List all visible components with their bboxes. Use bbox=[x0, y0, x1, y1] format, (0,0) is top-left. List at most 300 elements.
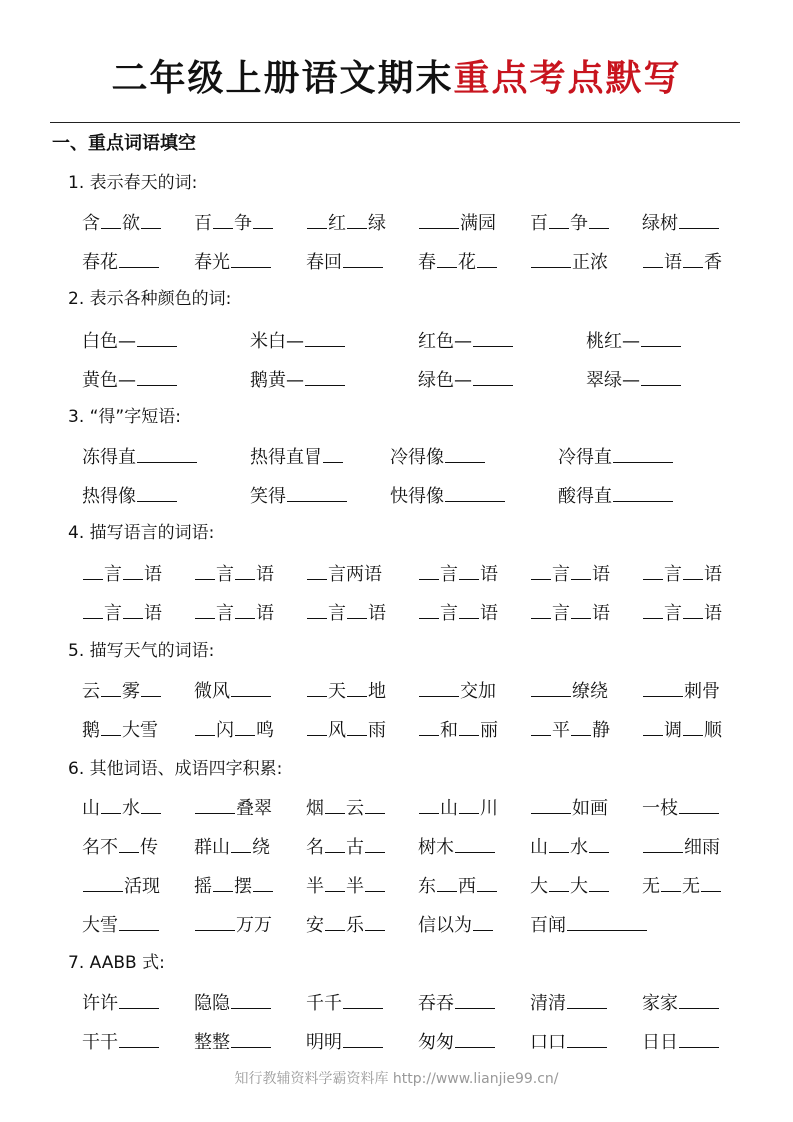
fill-blank[interactable] bbox=[231, 832, 251, 853]
exercise-item bbox=[418, 598, 498, 629]
fill-blank[interactable] bbox=[137, 481, 177, 502]
fill-blank[interactable] bbox=[473, 910, 493, 931]
word-part: 乐 bbox=[346, 915, 364, 936]
word-part: 传 bbox=[140, 837, 158, 858]
word-part: 一枝 bbox=[642, 798, 678, 819]
exercise-item bbox=[642, 676, 720, 707]
fill-blank[interactable] bbox=[683, 247, 703, 268]
fill-blank[interactable] bbox=[643, 247, 663, 268]
question-label: 5. 描写天气的词语: bbox=[68, 641, 215, 661]
exercise-item bbox=[82, 1027, 160, 1058]
exercise-item bbox=[418, 1027, 496, 1058]
exercise-item bbox=[194, 715, 274, 746]
fill-blank[interactable] bbox=[325, 871, 345, 892]
word-part: 绿树 bbox=[642, 213, 678, 234]
exercise-item bbox=[642, 832, 720, 863]
exercise-item bbox=[530, 559, 610, 590]
exercise-row bbox=[0, 247, 793, 277]
exercise-item bbox=[418, 676, 496, 707]
word-part: 言 bbox=[552, 564, 570, 585]
fill-blank[interactable] bbox=[347, 208, 367, 229]
word-part: 平 bbox=[552, 720, 570, 741]
question-label: 2. 表示各种颜色的词: bbox=[68, 289, 232, 309]
question-label: 1. 表示春天的词: bbox=[68, 173, 198, 193]
fill-blank[interactable] bbox=[683, 559, 703, 580]
word-part: 云 bbox=[82, 681, 100, 702]
word-part: 满园 bbox=[460, 213, 496, 234]
exercise-item bbox=[418, 365, 514, 396]
word-part: 言 bbox=[216, 564, 234, 585]
exercise-item bbox=[194, 793, 272, 824]
exercise-item bbox=[250, 481, 348, 512]
fill-blank[interactable] bbox=[119, 832, 139, 853]
exercise-item bbox=[194, 910, 272, 941]
word-part: 缭绕 bbox=[572, 681, 608, 702]
exercise-item bbox=[82, 559, 162, 590]
fill-blank[interactable] bbox=[679, 208, 719, 229]
exercise-item bbox=[82, 793, 162, 824]
fill-blank[interactable] bbox=[567, 1027, 607, 1048]
fill-blank[interactable] bbox=[455, 988, 495, 1009]
word-part: 静 bbox=[592, 720, 610, 741]
word-part: 言 bbox=[440, 603, 458, 624]
exercise-item bbox=[82, 910, 160, 941]
fill-blank[interactable] bbox=[549, 871, 569, 892]
fill-blank[interactable] bbox=[235, 715, 255, 736]
exercise-item bbox=[194, 832, 270, 863]
word-part: 烟 bbox=[306, 798, 324, 819]
word-part: 言 bbox=[552, 603, 570, 624]
fill-blank[interactable] bbox=[141, 676, 161, 697]
word-part: 春光 bbox=[194, 252, 230, 273]
word-part: 水 bbox=[122, 798, 140, 819]
fill-blank[interactable] bbox=[101, 793, 121, 814]
fill-blank[interactable] bbox=[343, 1027, 383, 1048]
exercise-item bbox=[642, 793, 720, 824]
fill-blank[interactable] bbox=[419, 715, 439, 736]
fill-blank[interactable] bbox=[531, 247, 571, 268]
fill-blank[interactable] bbox=[83, 871, 123, 892]
fill-blank[interactable] bbox=[445, 481, 505, 502]
word-part: 语 bbox=[480, 603, 498, 624]
exercise-item bbox=[250, 442, 344, 473]
exercise-row bbox=[0, 871, 793, 901]
word-part: 桃红— bbox=[586, 331, 640, 352]
fill-blank[interactable] bbox=[141, 208, 161, 229]
exercise-item bbox=[306, 910, 386, 941]
fill-blank[interactable] bbox=[613, 481, 673, 502]
fill-blank[interactable] bbox=[437, 247, 457, 268]
exercise-item bbox=[530, 676, 608, 707]
fill-blank[interactable] bbox=[701, 871, 721, 892]
section-title: 一、重点词语填空 bbox=[52, 133, 196, 154]
fill-blank[interactable] bbox=[477, 871, 497, 892]
word-part: 冷得像 bbox=[390, 447, 444, 468]
word-part: 语 bbox=[368, 603, 386, 624]
word-part: 香 bbox=[704, 252, 722, 273]
fill-blank[interactable] bbox=[119, 988, 159, 1009]
word-part: 古 bbox=[346, 837, 364, 858]
fill-blank[interactable] bbox=[101, 208, 121, 229]
fill-blank[interactable] bbox=[643, 832, 683, 853]
fill-blank[interactable] bbox=[235, 559, 255, 580]
exercise-item bbox=[530, 832, 610, 863]
exercise-item bbox=[418, 832, 496, 863]
word-part: 川 bbox=[480, 798, 498, 819]
exercise-row bbox=[0, 559, 793, 589]
fill-blank[interactable] bbox=[643, 598, 663, 619]
fill-blank[interactable] bbox=[83, 598, 103, 619]
word-part: 东 bbox=[418, 876, 436, 897]
fill-blank[interactable] bbox=[679, 988, 719, 1009]
word-part: 百闻 bbox=[530, 915, 566, 936]
fill-blank[interactable] bbox=[347, 676, 367, 697]
word-part: 半 bbox=[306, 876, 324, 897]
exercise-item bbox=[306, 598, 386, 629]
exercise-item bbox=[530, 871, 610, 902]
fill-blank[interactable] bbox=[307, 598, 327, 619]
fill-blank[interactable] bbox=[571, 715, 591, 736]
fill-blank[interactable] bbox=[195, 910, 235, 931]
word-part: 欲 bbox=[122, 213, 140, 234]
word-part: 言 bbox=[328, 603, 346, 624]
word-part: 清清 bbox=[530, 993, 566, 1014]
fill-blank[interactable] bbox=[137, 442, 197, 463]
exercise-row bbox=[0, 832, 793, 862]
exercise-item bbox=[530, 247, 608, 278]
word-part: 雨 bbox=[368, 720, 386, 741]
fill-blank[interactable] bbox=[641, 326, 681, 347]
fill-blank[interactable] bbox=[253, 208, 273, 229]
fill-blank[interactable] bbox=[137, 365, 177, 386]
fill-blank[interactable] bbox=[119, 247, 159, 268]
exercise-item bbox=[82, 988, 160, 1019]
word-part: 绿色— bbox=[418, 370, 472, 391]
exercise-item bbox=[642, 598, 722, 629]
exercise-item bbox=[558, 442, 674, 473]
word-part: 言两语 bbox=[328, 564, 382, 585]
word-part: 匆匆 bbox=[418, 1032, 454, 1053]
word-part: 语 bbox=[664, 252, 682, 273]
exercise-item bbox=[82, 326, 178, 357]
exercise-item bbox=[306, 715, 386, 746]
exercise-item bbox=[586, 326, 682, 357]
exercise-row bbox=[0, 793, 793, 823]
fill-blank[interactable] bbox=[589, 208, 609, 229]
fill-blank[interactable] bbox=[365, 910, 385, 931]
word-part: 言 bbox=[440, 564, 458, 585]
fill-blank[interactable] bbox=[195, 598, 215, 619]
word-part: 刺骨 bbox=[684, 681, 720, 702]
exercise-item bbox=[82, 676, 162, 707]
word-part: 家家 bbox=[642, 993, 678, 1014]
fill-blank[interactable] bbox=[643, 559, 663, 580]
fill-blank[interactable] bbox=[307, 715, 327, 736]
word-part: 万万 bbox=[236, 915, 272, 936]
fill-blank[interactable] bbox=[643, 715, 663, 736]
fill-blank[interactable] bbox=[419, 208, 459, 229]
question-label: 3. “得”字短语: bbox=[68, 407, 181, 427]
fill-blank[interactable] bbox=[119, 1027, 159, 1048]
word-part: 群山 bbox=[194, 837, 230, 858]
fill-blank[interactable] bbox=[531, 715, 551, 736]
fill-blank[interactable] bbox=[343, 247, 383, 268]
exercise-item bbox=[642, 871, 722, 902]
fill-blank[interactable] bbox=[679, 793, 719, 814]
exercise-item bbox=[642, 559, 722, 590]
exercise-item bbox=[530, 715, 610, 746]
fill-blank[interactable] bbox=[455, 1027, 495, 1048]
word-part: 名 bbox=[306, 837, 324, 858]
fill-blank[interactable] bbox=[455, 832, 495, 853]
word-part: 丽 bbox=[480, 720, 498, 741]
word-part: 明明 bbox=[306, 1032, 342, 1053]
fill-blank[interactable] bbox=[235, 598, 255, 619]
fill-blank[interactable] bbox=[419, 793, 439, 814]
word-part: 白色— bbox=[82, 331, 136, 352]
exercise-item bbox=[82, 832, 158, 863]
exercise-item bbox=[306, 832, 386, 863]
word-part: 语 bbox=[704, 603, 722, 624]
fill-blank[interactable] bbox=[567, 988, 607, 1009]
fill-blank[interactable] bbox=[477, 247, 497, 268]
word-part: 无 bbox=[642, 876, 660, 897]
fill-blank[interactable] bbox=[195, 793, 235, 814]
word-part: 春回 bbox=[306, 252, 342, 273]
exercise-item bbox=[418, 871, 498, 902]
fill-blank[interactable] bbox=[365, 832, 385, 853]
exercise-item bbox=[82, 871, 160, 902]
exercise-item bbox=[194, 1027, 272, 1058]
word-part: 言 bbox=[216, 603, 234, 624]
word-part: 西 bbox=[458, 876, 476, 897]
word-part: 春 bbox=[418, 252, 436, 273]
word-part: 名不 bbox=[82, 837, 118, 858]
fill-blank[interactable] bbox=[683, 715, 703, 736]
word-part: 许许 bbox=[82, 993, 118, 1014]
exercise-item bbox=[418, 326, 514, 357]
word-part: 和 bbox=[440, 720, 458, 741]
fill-blank[interactable] bbox=[459, 559, 479, 580]
word-part: 正浓 bbox=[572, 252, 608, 273]
fill-blank[interactable] bbox=[419, 676, 459, 697]
word-part: 整整 bbox=[194, 1032, 230, 1053]
word-part: 千千 bbox=[306, 993, 342, 1014]
fill-blank[interactable] bbox=[231, 1027, 271, 1048]
fill-blank[interactable] bbox=[83, 559, 103, 580]
word-part: 翠绿— bbox=[586, 370, 640, 391]
exercise-item bbox=[82, 715, 158, 746]
question-label: 7. AABB 式: bbox=[68, 953, 165, 973]
exercise-item bbox=[418, 559, 498, 590]
fill-blank[interactable] bbox=[459, 715, 479, 736]
word-part: 细雨 bbox=[684, 837, 720, 858]
word-part: 红色— bbox=[418, 331, 472, 352]
fill-blank[interactable] bbox=[195, 559, 215, 580]
word-part: 吞吞 bbox=[418, 993, 454, 1014]
fill-blank[interactable] bbox=[287, 481, 347, 502]
word-part: 叠翠 bbox=[236, 798, 272, 819]
exercise-item bbox=[82, 247, 160, 278]
exercise-item bbox=[530, 598, 610, 629]
word-part: 含 bbox=[82, 213, 100, 234]
word-part: 笑得 bbox=[250, 486, 286, 507]
exercise-item bbox=[194, 247, 272, 278]
exercise-item bbox=[250, 365, 346, 396]
exercise-item bbox=[530, 1027, 608, 1058]
fill-blank[interactable] bbox=[683, 598, 703, 619]
fill-blank[interactable] bbox=[445, 442, 485, 463]
fill-blank[interactable] bbox=[365, 793, 385, 814]
word-part: 红 bbox=[328, 213, 346, 234]
fill-blank[interactable] bbox=[137, 326, 177, 347]
title-divider bbox=[50, 122, 740, 123]
fill-blank[interactable] bbox=[571, 598, 591, 619]
fill-blank[interactable] bbox=[119, 910, 159, 931]
exercise-item bbox=[418, 208, 496, 239]
fill-blank[interactable] bbox=[679, 1027, 719, 1048]
fill-blank[interactable] bbox=[567, 910, 647, 931]
fill-blank[interactable] bbox=[141, 793, 161, 814]
fill-blank[interactable] bbox=[549, 208, 569, 229]
fill-blank[interactable] bbox=[531, 559, 551, 580]
word-part: 摆 bbox=[234, 876, 252, 897]
fill-blank[interactable] bbox=[213, 208, 233, 229]
fill-blank[interactable] bbox=[437, 871, 457, 892]
exercise-item bbox=[642, 988, 720, 1019]
fill-blank[interactable] bbox=[323, 442, 343, 463]
fill-blank[interactable] bbox=[419, 559, 439, 580]
exercise-item bbox=[642, 715, 722, 746]
word-part: 调 bbox=[664, 720, 682, 741]
word-part: 干干 bbox=[82, 1032, 118, 1053]
fill-blank[interactable] bbox=[661, 871, 681, 892]
fill-blank[interactable] bbox=[305, 365, 345, 386]
word-part: 争 bbox=[570, 213, 588, 234]
word-part: 言 bbox=[104, 564, 122, 585]
fill-blank[interactable] bbox=[347, 715, 367, 736]
exercise-item bbox=[530, 910, 648, 941]
word-part: 语 bbox=[256, 564, 274, 585]
word-part: 语 bbox=[144, 603, 162, 624]
fill-blank[interactable] bbox=[347, 598, 367, 619]
word-part: 鸣 bbox=[256, 720, 274, 741]
fill-blank[interactable] bbox=[531, 676, 571, 697]
fill-blank[interactable] bbox=[231, 676, 271, 697]
fill-blank[interactable] bbox=[365, 871, 385, 892]
exercise-item bbox=[558, 481, 674, 512]
word-part: 言 bbox=[664, 564, 682, 585]
fill-blank[interactable] bbox=[325, 793, 345, 814]
fill-blank[interactable] bbox=[325, 832, 345, 853]
word-part: 隐隐 bbox=[194, 993, 230, 1014]
fill-blank[interactable] bbox=[253, 871, 273, 892]
word-part: 冻得直 bbox=[82, 447, 136, 468]
word-part: 热得直冒 bbox=[250, 447, 322, 468]
word-part: 山 bbox=[440, 798, 458, 819]
fill-blank[interactable] bbox=[101, 715, 121, 736]
word-part: 活现 bbox=[124, 876, 160, 897]
fill-blank[interactable] bbox=[531, 598, 551, 619]
word-part: 大雪 bbox=[82, 915, 118, 936]
word-part: 安 bbox=[306, 915, 324, 936]
fill-blank[interactable] bbox=[571, 559, 591, 580]
fill-blank[interactable] bbox=[231, 988, 271, 1009]
word-part: 交加 bbox=[460, 681, 496, 702]
fill-blank[interactable] bbox=[307, 559, 327, 580]
fill-blank[interactable] bbox=[531, 793, 571, 814]
exercise-row bbox=[0, 208, 793, 238]
fill-blank[interactable] bbox=[589, 832, 609, 853]
exercise-item bbox=[642, 208, 720, 239]
fill-blank[interactable] bbox=[459, 598, 479, 619]
word-part: 顺 bbox=[704, 720, 722, 741]
word-part: 冷得直 bbox=[558, 447, 612, 468]
fill-blank[interactable] bbox=[305, 326, 345, 347]
fill-blank[interactable] bbox=[343, 988, 383, 1009]
word-part: 鹅 bbox=[82, 720, 100, 741]
fill-blank[interactable] bbox=[613, 442, 673, 463]
exercise-item bbox=[306, 793, 386, 824]
word-part: 地 bbox=[368, 681, 386, 702]
fill-blank[interactable] bbox=[459, 793, 479, 814]
fill-blank[interactable] bbox=[195, 715, 215, 736]
fill-blank[interactable] bbox=[123, 598, 143, 619]
word-part: 花 bbox=[458, 252, 476, 273]
word-part: 无 bbox=[682, 876, 700, 897]
exercise-item bbox=[306, 988, 384, 1019]
exercise-row bbox=[0, 598, 793, 628]
exercise-item bbox=[390, 481, 506, 512]
word-part: 语 bbox=[592, 603, 610, 624]
fill-blank[interactable] bbox=[101, 676, 121, 697]
word-part: 树木 bbox=[418, 837, 454, 858]
fill-blank[interactable] bbox=[231, 247, 271, 268]
exercise-item bbox=[390, 442, 486, 473]
fill-blank[interactable] bbox=[325, 910, 345, 931]
fill-blank[interactable] bbox=[473, 365, 513, 386]
fill-blank[interactable] bbox=[213, 871, 233, 892]
word-part: 语 bbox=[144, 564, 162, 585]
fill-blank[interactable] bbox=[549, 832, 569, 853]
word-part: 绿 bbox=[368, 213, 386, 234]
fill-blank[interactable] bbox=[307, 676, 327, 697]
word-part: 大 bbox=[530, 876, 548, 897]
fill-blank[interactable] bbox=[473, 326, 513, 347]
word-part: 语 bbox=[256, 603, 274, 624]
question-label: 4. 描写语言的词语: bbox=[68, 523, 215, 543]
exercise-row bbox=[0, 676, 793, 706]
exercise-item bbox=[642, 247, 722, 278]
word-part: 山 bbox=[82, 798, 100, 819]
word-part: 如画 bbox=[572, 798, 608, 819]
fill-blank[interactable] bbox=[643, 676, 683, 697]
exercise-item bbox=[194, 988, 272, 1019]
exercise-item bbox=[418, 793, 498, 824]
fill-blank[interactable] bbox=[123, 559, 143, 580]
exercise-item bbox=[82, 208, 162, 239]
word-part: 鹅黄— bbox=[250, 370, 304, 391]
fill-blank[interactable] bbox=[419, 598, 439, 619]
exercise-item bbox=[306, 208, 386, 239]
exercise-item bbox=[586, 365, 682, 396]
exercise-item bbox=[250, 326, 346, 357]
exercise-row bbox=[0, 715, 793, 745]
word-part: 大雪 bbox=[122, 720, 158, 741]
fill-blank[interactable] bbox=[307, 208, 327, 229]
fill-blank[interactable] bbox=[589, 871, 609, 892]
fill-blank[interactable] bbox=[641, 365, 681, 386]
